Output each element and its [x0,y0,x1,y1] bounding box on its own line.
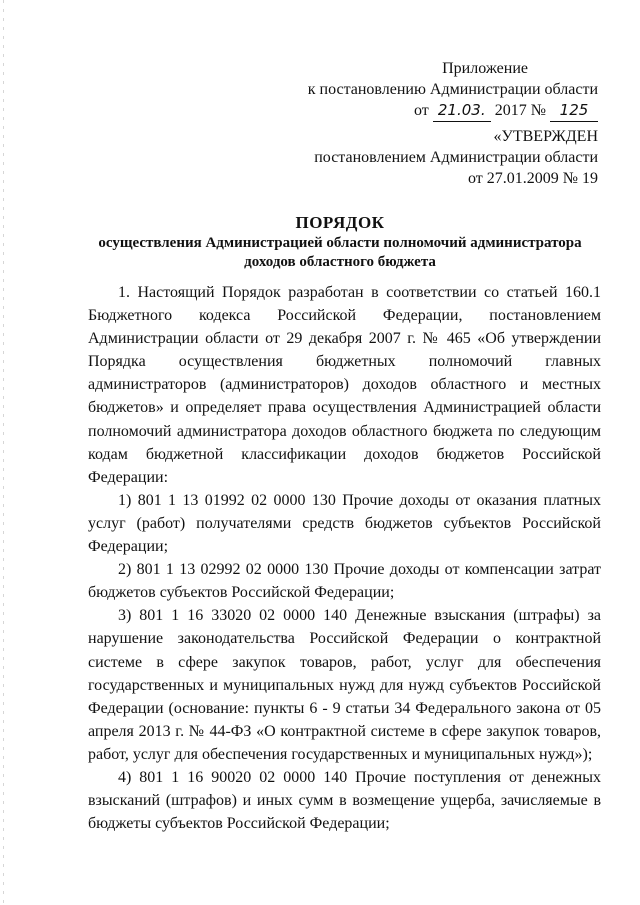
title-sub-line1: осуществления Администрацией области полномочий администратора [98,235,582,251]
approved-by: постановлением Администрации области [314,149,598,166]
document-title [60,212,620,272]
handwritten-number: 125 [550,100,598,122]
scan-edge-artifact [3,0,4,905]
paragraph-item-4: 4) 801 1 16 90020 02 0000 140 Прочие поступления от денежных взысканий (штрафов) и иных сумм в возмещение ущерба, зачисляемые в бюджеты субъектов Российской Федерации; [88,768,601,833]
year-number-label: 2017 № [494,102,546,119]
appendix-title: Приложение [442,60,528,77]
date-prefix: от [413,102,429,119]
paragraph-item-2: 2) 801 1 13 02992 02 0000 130 Прочие доходы от компенсации затрат бюджетов субъектов Российской Федерации; [88,561,601,602]
approved-date: от 27.01.2009 № 19 [467,170,598,187]
approved-title: «УТВЕРЖДЕН [493,128,598,145]
paragraph-intro: 1. Настоящий Порядок разработан в соответствии со статьей 160.1 Бюджетного кодекса Российской Федерации, постановлением Администрации области от 29 декабря 2007 г. № 465 «Об утверждении Порядка осуществления бюджетных полномочий главных администраторов (администраторов) доходов областного и местных бюджетов» и определяет права осуществления Администрацией области полномочий администратора доходов областного бюджета по следующим кодам бюджетной классификации доходов бюджетов Российской Федерации: [88,284,601,486]
paragraph-item-3: 3) 801 1 16 33020 02 0000 140 Денежные взыскания (штрафы) за нарушение законодательства Российской Федерации о контрактной системе в сфере закупок товаров, работ, услуг для обеспечения государственных и муниципальных нужд для нужд субъектов Российской Федерации (основание: пункты 6 - 9 статьи 34 Федерального закона от 05 апреля 2013 г. № 44-ФЗ «О контрактной системе в сфере закупок товаров, работ, услуг для обеспечения государственных и муниципальных нужд»); [88,607,601,763]
handwritten-date: 21.03. [433,100,491,122]
approved-header [314,126,598,189]
appendix-date-line [308,100,598,122]
paragraph-item-1: 1) 801 1 13 01992 02 0000 130 Прочие доходы от оказания платных услуг (работ) получателями средств бюджетов субъектов Российской Федерации; [88,491,601,556]
appendix-reference: к постановлению Администрации области [307,81,598,98]
title-main: ПОРЯДОК [295,213,385,232]
title-sub-line2: доходов областного бюджета [244,254,436,270]
appendix-header [308,58,598,122]
document-body [88,281,601,835]
